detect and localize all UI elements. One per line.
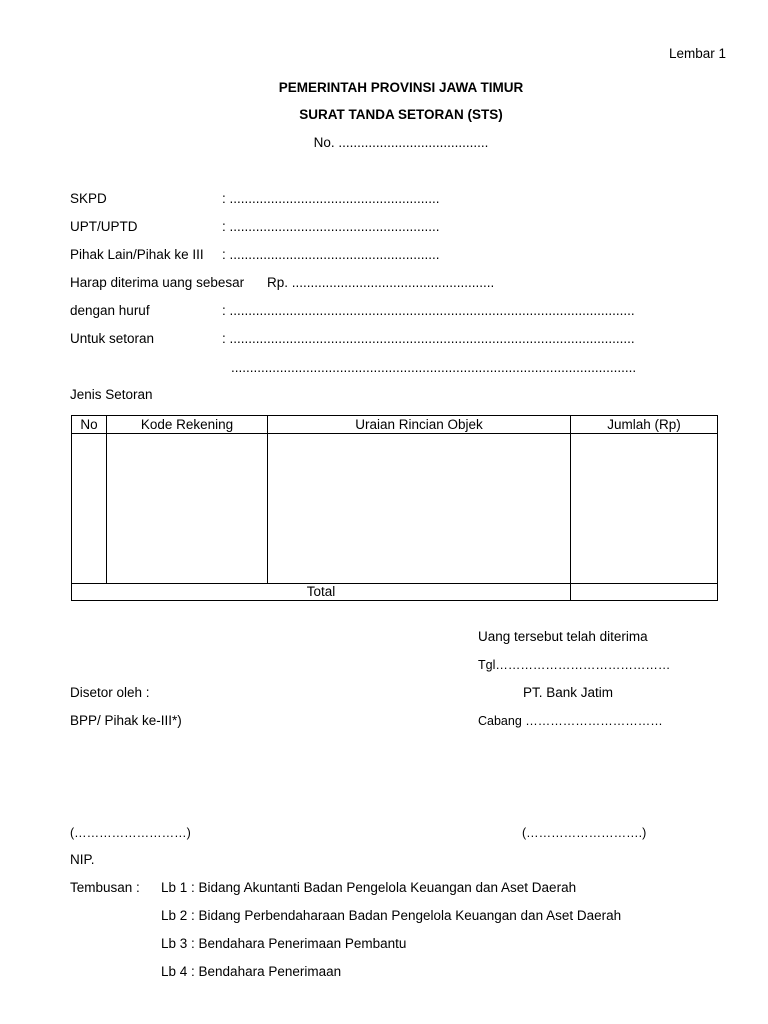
field-label-skpd: SKPD	[70, 191, 107, 206]
document-title: SURAT TANDA SETORAN (STS)	[299, 107, 503, 122]
signature-right: (……………………….)	[522, 826, 647, 840]
field-label-amount: Harap diterima uang sebesar	[70, 275, 245, 290]
cell-account-code	[107, 434, 268, 584]
nip-label: NIP.	[70, 852, 95, 867]
government-title: PEMERINTAH PROVINSI JAWA TIMUR	[278, 80, 524, 95]
cell-description	[268, 434, 571, 584]
bank-name: PT. Bank Jatim	[523, 685, 614, 700]
field-value-pihak-lain: : ........................................................	[222, 247, 440, 262]
field-value-amount: Rp. ......................................................	[267, 275, 495, 290]
copy-item-2: Lb 2 : Bidang Perbendaharaan Badan Pengelola Keuangan dan Aset Daerah	[161, 908, 622, 923]
cell-amount	[571, 434, 718, 584]
depositor-role: BPP/ Pihak ke-III*)	[70, 713, 182, 728]
field-value-upt: : ........................................................	[222, 219, 440, 234]
copy-item-3: Lb 3 : Bendahara Penerimaan Pembantu	[161, 936, 407, 951]
deposit-type-label: Jenis Setoran	[70, 387, 153, 402]
field-label-purpose: Untuk setoran	[70, 331, 155, 346]
cell-no	[72, 434, 107, 584]
column-header-amount: Jumlah (Rp)	[571, 416, 718, 434]
total-label: Total	[72, 584, 571, 601]
document-number: No. ........................................	[313, 135, 489, 150]
table-header-row	[72, 416, 718, 434]
field-label-pihak-lain: Pihak Lain/Pihak ke III	[70, 247, 204, 262]
field-value-purpose-continued: ............................................................................................................	[231, 360, 637, 375]
column-header-no: No	[72, 416, 107, 434]
depositor-label: Disetor oleh :	[70, 685, 150, 700]
received-text: Uang tersebut telah diterima	[478, 629, 648, 644]
field-value-skpd: : ........................................................	[222, 191, 440, 206]
copies-label: Tembusan :	[70, 880, 140, 895]
column-header-account-code: Kode Rekening	[107, 416, 268, 434]
field-label-in-words: dengan huruf	[70, 303, 150, 318]
table-row	[72, 434, 718, 584]
copy-item-4: Lb 4 : Bendahara Penerimaan	[161, 964, 342, 979]
field-value-in-words: : ............................................................................................................	[222, 303, 635, 318]
total-amount	[571, 584, 718, 601]
bank-branch: Cabang ……………………………	[478, 714, 663, 728]
signature-left: (………………………)	[70, 826, 191, 840]
sheet-number: Lembar 1	[669, 46, 727, 61]
field-label-upt: UPT/UPTD	[70, 219, 138, 234]
field-value-purpose: : ............................................................................................................	[222, 331, 635, 346]
table-total-row	[72, 584, 718, 601]
receipt-date: Tgl……………………………………	[478, 658, 671, 672]
column-header-description: Uraian Rincian Objek	[268, 416, 571, 434]
copy-item-1: Lb 1 : Bidang Akuntanti Badan Pengelola Keuangan dan Aset Daerah	[161, 880, 577, 895]
deposit-table	[71, 415, 718, 601]
